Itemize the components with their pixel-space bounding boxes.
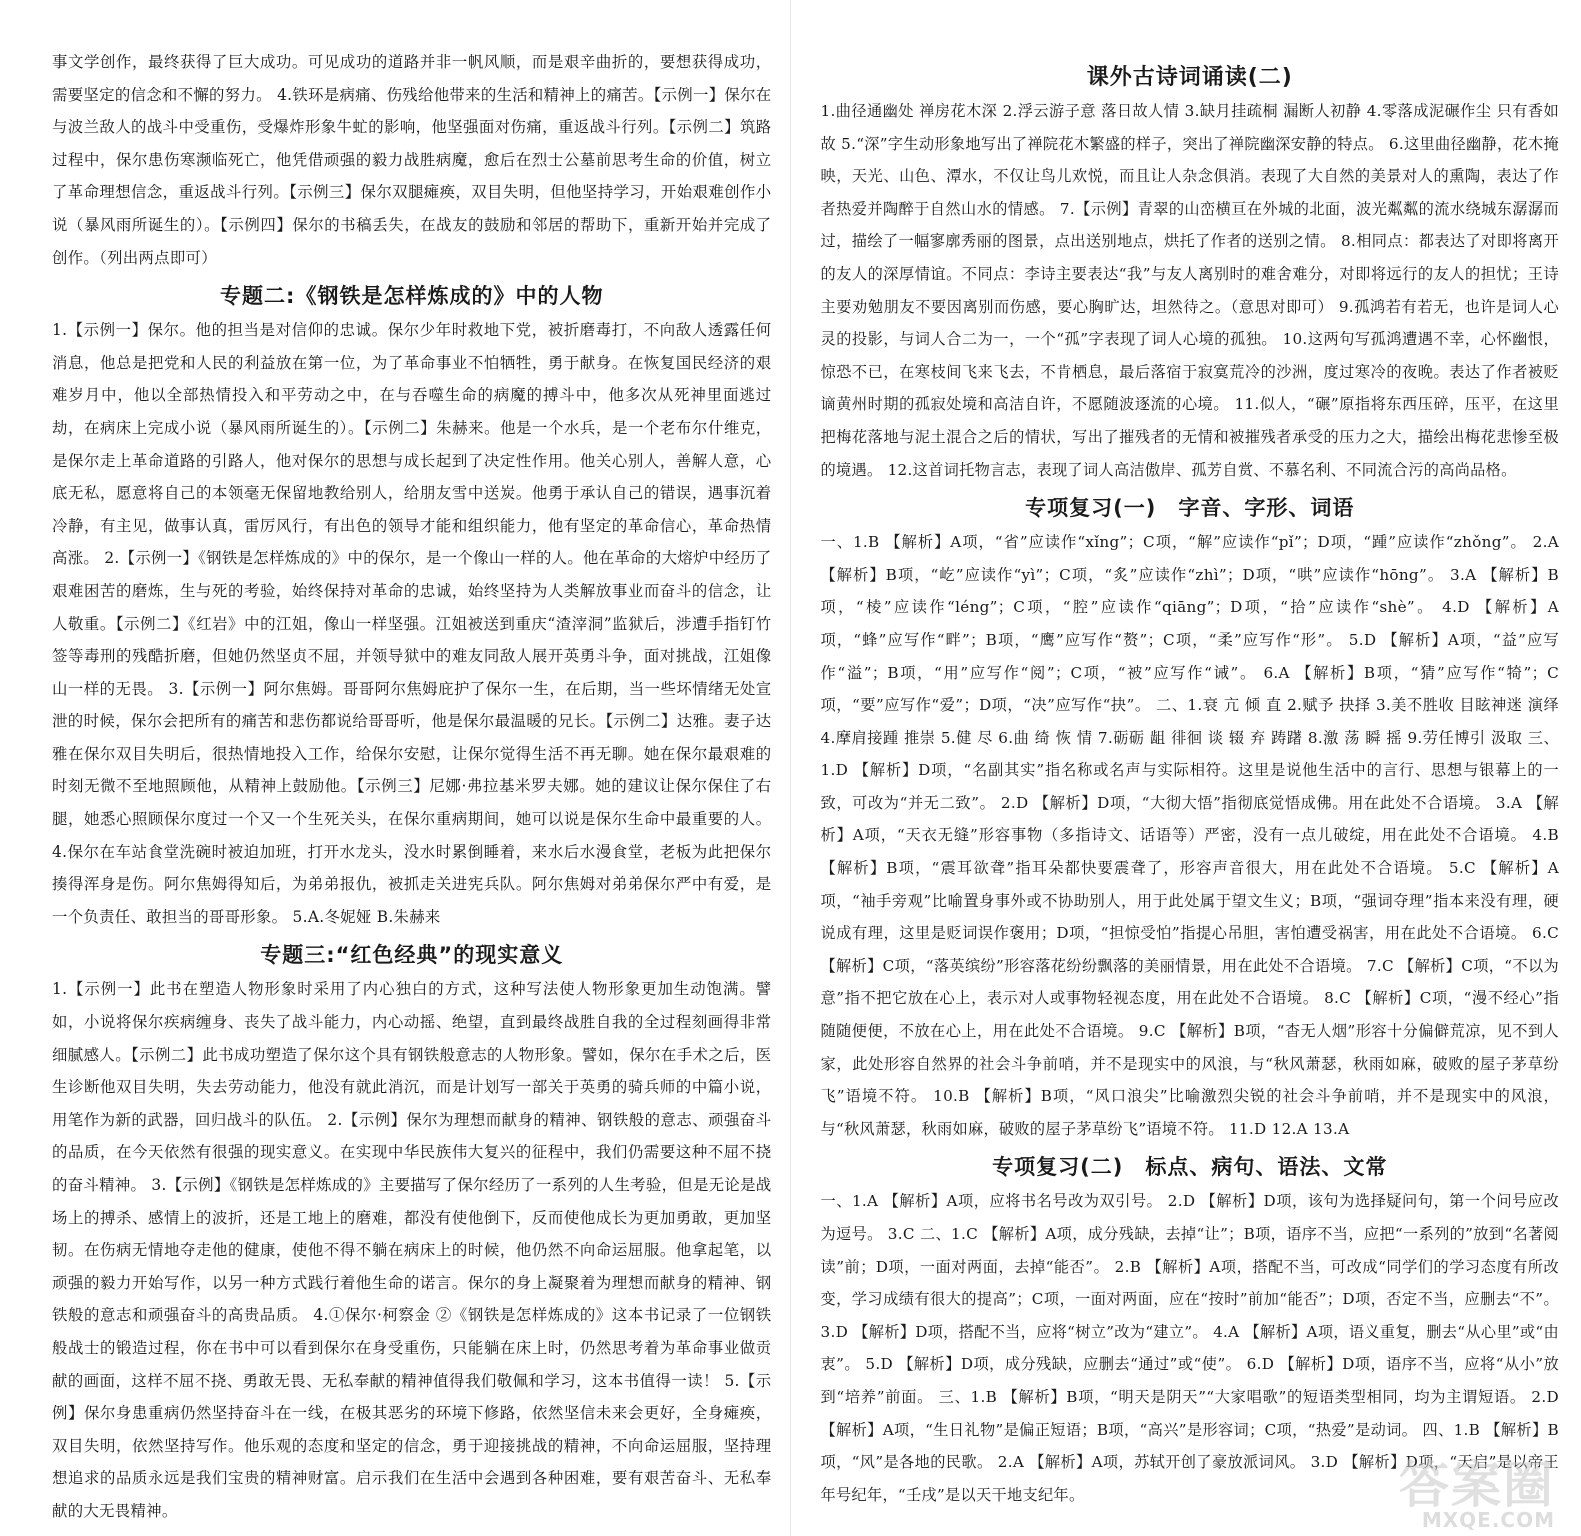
review1-title: 专项复习(一) 字音、字形、词语: [1025, 496, 1355, 521]
review1-body: 一、1.B 【解析】A项，“省”应读作“xǐng”；C项，“解”应读作“pǐ”；D项，“踵”应读作“zhǒng”。 2.A 【解析】B项，“屹”应读作“yì”；C项，“炙”应读作“zhì”；D项，“哄”应读作“hōng”。 3.A 【解析】B项，“棱”应读作“léng”；C项，“腔”应读作“qiāng”；D项，“拾”应读作“shè”。 4.D 【解析】A项，“蜂”应写作“畔”；B项，“鹰”应写作“赘”；C项，“柔”应写作“形”。 5.D 【解析】A项，“益”应写作“溢”；B项，“用”应写作“阅”；C项，“被”应写作“诫”。 6.A 【解析】B项，“猜”应写作“犄”；C项，“要”应写作“爱”；D项，“决”应写作“抉”。 二、1.衰 亢 倾 直 2.赋予 抉择 3.美不胜收 目眩神迷 演绎 4.摩肩接踵 推崇 5.健 尽 6.曲 绮 恢 情 7.砺砺 龃 徘徊 谈 辍 弃 踌躇 8.激 荡 瞬 摇 9.劳任博引 汲取 三、1.D 【解析】D项，“名副其实”指名称或名声与实际相符。这里是说他生活中的言行、思想与银幕上的一致，可改为“并无二致”。 2.D 【解析】D项，“大彻大悟”指彻底觉悟成佛。用在此处不合语境。 3.A 【解析】A项，“天衣无缝”形容事物（多指诗文、话语等）严密，没有一点儿破绽，用在此处不合语境。 4.B 【解析】B项，“震耳欲聋”指耳朵都快要震聋了，形容声音很大，用在此处不合语境。 5.C 【解析】A项，“袖手旁观”比喻置身事外或不协助别人，用于此处属于望文生义；B项，“强词夺理”指本来没有理，硬说成有理，这里是贬词误作褒用；D项，“担惊受怕”指提心吊胆，害怕遭受祸害，用在此处不合语境。 6.C 【解析】C项，“落英缤纷”形容落花纷纷飘落的美丽情景，用在此处不合语境。 7.C 【解析】C项，“不以为意”指不把它放在心上，表示对人或事物轻视态度，用在此处不合语境。 8.C 【解析】C项，“漫不经心”指随随便便，不放在心上，用在此处不合语境。 9.C 【解析】B项，“杳无人烟”形容十分偏僻荒凉，见不到人家，此处形容自然界的社会斗争前哨，并不是现实中的风浪，与“秋风萧瑟，秋雨如麻，破败的屋子茅草纷飞”语境不符。 10.B 【解析】B项，“风口浪尖”比喻激烈尖锐的社会斗争前哨，并不是现实中的风浪，与“秋风萧瑟，秋雨如麻，破败的屋子茅草纷飞”语境不符。 11.D 12.A 13.A: [820, 533, 1559, 1138]
section2-body: 1.【示例一】保尔。他的担当是对信仰的忠诚。保尔少年时救地下党，被折磨毒打，不向敌人透露任何消息，他总是把党和人民的利益放在第一位，为了革命事业不怕牺牲，勇于献身。在恢复国民经济的艰难岁月中，他以全部热情投入和平劳动之中，在与吞噬生命的病魔的搏斗中，他多次从死神里面逃过劫，在病床上完成小说（暴风雨所诞生的）。【示例二】朱赫来。他是一个水兵，是一个老布尔什维克，是保尔走上革命道路的引路人，他对保尔的思想与成长起到了决定性作用。他关心别人，善解人意，心底无私，愿意将自己的本领毫无保留地教给别人，给朋友雪中送炭。他勇于承认自己的错误，遇事沉着冷静，有主见，做事认真，雷厉风行，有出色的领导才能和组织能力，他有坚定的革命信心，革命热情高涨。 2.【示例一】《钢铁是怎样炼成的》中的保尔，是一个像山一样的人。他在革命的大熔炉中经历了艰难困苦的磨炼，生与死的考验，始终保持对革命的忠诚，始终坚持为人类解放事业而奋斗的信念，让人敬重。【示例二】《红岩》中的江姐，像山一样坚强。江姐被送到重庆“渣滓洞”监狱后，涉遭手指钉竹签等毒刑的残酷折磨，但她仍然坚贞不屈，并领导狱中的难友同敌人展开英勇斗争，面对挑战，江姐像山一样的无畏。 3.【示例一】阿尔焦姆。哥哥阿尔焦姆庇护了保尔一生，在后期，当一些坏情绪无处宣泄的时候，保尔会把所有的痛苦和悲伤都说给哥哥听，他是保尔最温暖的兄长。【示例二】达雅。妻子达雅在保尔双目失明后，很热情地投入工作，给保尔安慰，让保尔觉得生活不再无聊。她在保尔最艰难的时刻无微不至地照顾他，从精神上鼓励他。【示例三】尼娜·弗拉基米罗夫娜。她的建议让保尔保住了右腿，她悉心照顾保尔度过一个又一个生死关头，在保尔重病期间，她可以说是保尔生命中最重要的人。 4.保尔在车站食堂洗碗时被迫加班，打开水龙头，没水时累倒睡着，来水后水漫食堂，老板为此把保尔揍得浑身是伤。阿尔焦姆得知后，为弟弟报仇，被抓走关进宪兵队。阿尔焦姆对弟弟保尔严中有爱，是一个负责任、敢担当的哥哥形象。 5.A.冬妮娅 B.朱赫来: [52, 321, 772, 926]
left-intro-paragraph: 事文学创作，最终获得了巨大成功。可见成功的道路并非一帆风顺，而是艰辛曲折的，要想获得成功，需要坚定的信念和不懈的努力。 4.铁环是病痛、伤残给他带来的生活和精神上的痛苦。【示例一】保尔在与波兰敌人的战斗中受重伤，受爆炸形象牛虻的影响，他坚强面对伤痛，重返战斗行列。【示例二】筑路过程中，保尔患伤寒濒临死亡，他凭借顽强的毅力战胜病魔，愈后在烈士公墓前思考生命的价值，树立了革命理想信念，重返战斗行列。【示例三】保尔双腿瘫痪，双目失明，但他坚持学习，开始艰难创作小说（暴风雨所诞生的）。【示例四】保尔的书稿丢失，在战友的鼓励和邻居的帮助下，重新开始并完成了创作。（列出两点即可）: [52, 53, 772, 267]
site-watermark: [1399, 1456, 1555, 1532]
right-page-column: [791, 0, 1581, 1536]
review2-body: 一、1.A 【解析】A项，应将书名号改为双引号。 2.D 【解析】D项，该句为选择疑问句，第一个问号应改为逗号。 3.C 二、1.C 【解析】A项，成分残缺，去掉“让”；B项，语序不当，应把“一系列的”放到“名著阅读”前；D项，一面对两面，去掉“能否”。 2.B 【解析】A项，搭配不当，可改成“同学们的学习态度有所改变，学习成绩有很大的提高”；C项，一面对两面，应在“按时”前加“能否”；D项，否定不当，应删去“不”。 3.D 【解析】D项，搭配不当，应将“树立”改为“建立”。 4.A 【解析】A项，语义重复，删去“从心里”或“由衷”。 5.D 【解析】D项，成分残缺，应删去“通过”或“使”。 6.D 【解析】D项，语序不当，应将“从小”放到“培养”前面。 三、1.B 【解析】B项，“明天是阴天”“大家唱歌”的短语类型相同，均为主谓短语。 2.D 【解析】A项，“生日礼物”是偏正短语；B项，“高兴”是形容词；C项，“热爱”是动词。 四、1.B 【解析】B项，“风”是各地的民歌。 2.A 【解析】A项，苏轼开创了豪放派词风。 3.D 【解析】D项，“天启”是以帝王年号纪年，“壬戌”是以天干地支纪年。: [820, 1192, 1559, 1504]
section3-body: 1.【示例一】此书在塑造人物形象时采用了内心独白的方式，这种写法使人物形象更加生动饱满。譬如，小说将保尔疾病缠身、丧失了战斗能力，内心动摇、绝望，直到最终战胜自我的全过程刻画得非常细腻感人。【示例二】此书成功塑造了保尔这个具有钢铁般意志的人物形象。譬如，保尔在手术之后，医生诊断他双目失明，失去劳动能力，他没有就此消沉，而是计划写一部关于英勇的骑兵师的中篇小说，用笔作为新的武器，回归战斗的队伍。 2.【示例】保尔为理想而献身的精神、钢铁般的意志、顽强奋斗的品质，在今天依然有很强的现实意义。在实现中华民族伟大复兴的征程中，我们仍需要这种不屈不挠的奋斗精神。 3.【示例】《钢铁是怎样炼成的》主要描写了保尔经历了一系列的人生考验，但是无论是战场上的搏杀、感情上的波折，还是工地上的磨难，都没有使他倒下，反而使他成长为更加勇敢，更加坚韧。在伤病无情地夺走他的健康，使他不得不躺在病床上的时候，他仍然不向命运屈服。他拿起笔，以顽强的毅力开始写作，以另一种方式践行着他生命的诺言。保尔的身上凝聚着为理想而献身的精神、钢铁般的意志和顽强奋斗的高贵品质。 4.①保尔·柯察金 ②《钢铁是怎样炼成的》这本书记录了一位钢铁般战士的锻造过程，你在书中可以看到保尔在身受重伤，只能躺在床上时，仍然思考着为革命事业做贡献的画面，这样不屈不挠、勇敢无畏、无私奉献的精神值得我们敬佩和学习，这本书值得一读！ 5.【示例】保尔身患重病仍然坚持奋斗在一线，在极其恶劣的环境下修路，依然坚信未来会更好，全身瘫痪，双目失明，依然坚持写作。他乐观的态度和坚定的信念，勇于迎接挑战的精神，不向命运屈服，坚持理想追求的品质永远是我们宝贵的精神财富。启示我们在生活中会遇到各种困难，要有艰苦奋斗、无私奉献的大无畏精神。: [52, 980, 772, 1520]
poetry-section-title: 课外古诗词诵读(二): [1086, 65, 1293, 90]
review2-title: 专项复习(二) 标点、病句、语法、文常: [992, 1155, 1388, 1180]
watermark-url: MXQE.COM: [1421, 1508, 1555, 1532]
watermark-logo-text: 答案圈: [1399, 1456, 1555, 1514]
section3-title: 专题三:“红色经典”的现实意义: [260, 943, 564, 968]
section2-title: 专题二:《钢铁是怎样炼成的》中的人物: [220, 284, 604, 309]
left-page-column: [0, 0, 790, 1536]
poetry-section-body: 1.曲径通幽处 禅房花木深 2.浮云游子意 落日故人情 3.缺月挂疏桐 漏断人初静 4.零落成泥碾作尘 只有香如故 5.“深”字生动形象地写出了禅院花木繁盛的样子，突出了禅院幽深安静的特点。 6.这里曲径幽静，花木掩映，天光、山色、潭水，不仅让鸟儿欢悦，而且让人杂念俱消。表现了大自然的美景对人的熏陶，表达了作者热爱并陶醉于自然山水的情感。 7.【示例】青翠的山峦横亘在外城的北面，波光粼粼的流水绕城东潺潺而过，描绘了一幅寥廓秀丽的图景，点出送别地点，烘托了作者的送别之情。 8.相同点：都表达了对即将离开的友人的深厚情谊。不同点：李诗主要表达“我”与友人离别时的难舍难分，对即将远行的友人的担忧；王诗主要劝勉朋友不要因离别而伤感，要心胸旷达，坦然待之。（意思对即可） 9.孤鸿若有若无，也许是词人心灵的投影，与词人合二为一，一个“孤”字表现了词人心境的孤独。 10.这两句写孤鸿遭遇不幸，心怀幽恨，惊恐不已，在寒枝间飞来飞去，不肯栖息，最后落宿于寂寞荒冷的沙洲，度过寒冷的夜晚。表达了作者被贬谪黄州时期的孤寂处境和高洁自许，不愿随波逐流的心境。 11.似人，“碾”原指将东西压碎，压平，在这里把梅花落地与泥土混合之后的情状，写出了摧残者的无情和被摧残者承受的压力之大，描绘出梅花悲惨至极的境遇。 12.这首词托物言志，表现了词人高洁傲岸、孤芳自赏、不慕名利、不同流合污的高尚品格。: [820, 102, 1559, 479]
